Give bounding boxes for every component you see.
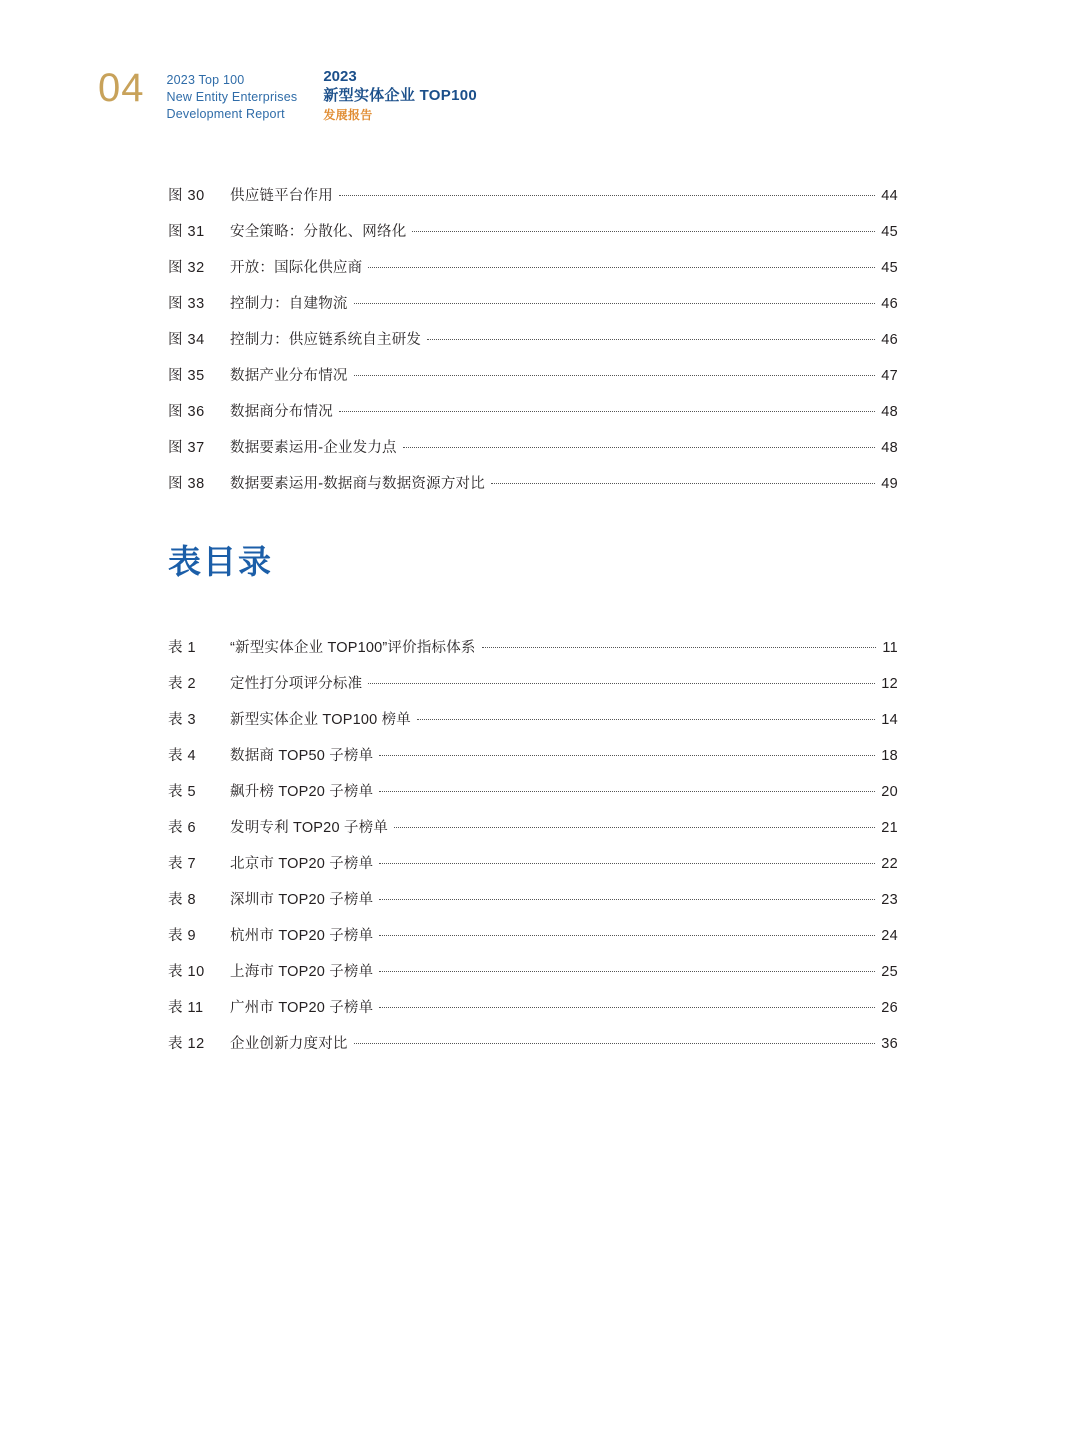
figure-toc-entry-title: 控制力：供应链系统自主研发 — [230, 332, 422, 348]
table-toc-entry-title: 定性打分项评分标准 — [230, 676, 363, 692]
table-toc-entry-page: 23 — [881, 892, 898, 908]
figure-toc-entry[interactable] — [168, 322, 898, 358]
dot-leader — [412, 231, 875, 232]
figure-toc-entry[interactable] — [168, 430, 898, 466]
figure-toc-entry-label: 图 30 — [168, 188, 205, 204]
table-toc-entry-label: 表 12 — [168, 1036, 205, 1052]
figure-toc-entry[interactable] — [168, 214, 898, 250]
header-chinese-title — [323, 62, 477, 124]
table-toc-entry-page: 22 — [881, 856, 898, 872]
figure-toc-entry-title: 数据产业分布情况 — [230, 368, 348, 384]
table-toc-entry[interactable] — [168, 738, 898, 774]
figure-toc-entry-label: 图 34 — [168, 332, 205, 348]
table-toc-entry-title: 飙升榜 TOP20 子榜单 — [230, 784, 374, 800]
table-toc-entry[interactable] — [168, 810, 898, 846]
figure-toc-entry-label: 图 31 — [168, 224, 205, 240]
table-toc-entry[interactable] — [168, 846, 898, 882]
table-toc-entry-label: 表 6 — [168, 820, 197, 836]
dot-leader — [354, 375, 876, 376]
table-toc-list — [168, 630, 898, 1062]
table-toc-entry[interactable] — [168, 1026, 898, 1062]
table-toc-entry-label: 表 7 — [168, 856, 197, 872]
header-english-line-3: Development Report — [166, 107, 285, 121]
figure-toc-entry-title: 安全策略：分散化、网络化 — [230, 224, 407, 240]
dot-leader — [379, 899, 875, 900]
figure-toc-entry[interactable] — [168, 286, 898, 322]
table-toc-entry-page: 11 — [882, 640, 898, 656]
dot-leader — [339, 195, 875, 196]
figure-toc-entry-page: 48 — [881, 404, 898, 420]
table-toc-entry[interactable] — [168, 990, 898, 1026]
dot-leader — [427, 339, 875, 340]
table-toc-entry[interactable] — [168, 918, 898, 954]
table-toc-entry-label: 表 8 — [168, 892, 197, 908]
figure-toc-entry-page: 49 — [881, 476, 898, 492]
figure-toc-entry-label: 图 35 — [168, 368, 205, 384]
table-toc-entry-page: 14 — [881, 712, 898, 728]
figure-toc-entry-title: 数据要素运用-企业发力点 — [230, 440, 397, 456]
figure-toc-entry[interactable] — [168, 358, 898, 394]
figure-toc-entry-title: 数据商分布情况 — [230, 404, 333, 420]
figure-toc-entry-page: 47 — [881, 368, 898, 384]
table-toc-entry-label: 表 9 — [168, 928, 197, 944]
table-toc-entry-label: 表 5 — [168, 784, 197, 800]
figure-toc-entry-label: 图 33 — [168, 296, 205, 312]
dot-leader — [339, 411, 875, 412]
table-toc-entry[interactable] — [168, 666, 898, 702]
table-toc-entry-title: 数据商 TOP50 子榜单 — [230, 748, 374, 764]
table-section-heading: 表目录 — [168, 543, 273, 580]
table-toc-entry-label: 表 3 — [168, 712, 197, 728]
table-toc-entry-page: 24 — [881, 928, 898, 944]
header-english-line-1: 2023 Top 100 — [166, 73, 245, 87]
dot-leader — [368, 267, 875, 268]
figure-toc-entry[interactable] — [168, 250, 898, 286]
table-toc-entry[interactable] — [168, 702, 898, 738]
table-toc-entry-title: 上海市 TOP20 子榜单 — [230, 964, 374, 980]
header-english-title — [167, 62, 298, 123]
table-toc-entry-page: 21 — [881, 820, 898, 836]
dot-leader — [403, 447, 876, 448]
table-toc-entry-page: 25 — [881, 964, 898, 980]
table-toc-entry[interactable] — [168, 882, 898, 918]
table-toc-entry-page: 36 — [881, 1036, 898, 1052]
figure-toc-entry[interactable] — [168, 466, 898, 502]
figure-toc-entry-page: 45 — [881, 224, 898, 240]
figure-toc-entry-label: 图 36 — [168, 404, 205, 420]
figure-toc-entry-page: 44 — [881, 188, 898, 204]
figure-toc-entry-page: 46 — [881, 332, 898, 348]
dot-leader — [379, 791, 875, 792]
table-toc-entry-title: 杭州市 TOP20 子榜单 — [230, 928, 374, 944]
header-report-subtitle: 发展报告 — [323, 108, 373, 122]
figure-toc-entry[interactable] — [168, 178, 898, 214]
table-toc-entry-label: 表 11 — [168, 1000, 204, 1016]
table-toc-entry-title: 深圳市 TOP20 子榜单 — [230, 892, 374, 908]
dot-leader — [379, 863, 875, 864]
figure-toc-entry-label: 图 32 — [168, 260, 205, 276]
page-number: 04 — [98, 66, 145, 110]
table-toc-entry-title: 新型实体企业 TOP100 榜单 — [230, 712, 411, 728]
table-toc-entry-title: 发明专利 TOP20 子榜单 — [230, 820, 389, 836]
figure-toc-entry-title: 开放：国际化供应商 — [230, 260, 363, 276]
table-toc-entry-label: 表 10 — [168, 964, 205, 980]
page-header — [98, 62, 477, 124]
header-year: 2023 — [323, 68, 357, 85]
header-report-name: 新型实体企业 TOP100 — [323, 87, 478, 104]
table-toc-entry-label: 表 2 — [168, 676, 197, 692]
table-toc-entry[interactable] — [168, 774, 898, 810]
dot-leader — [354, 303, 876, 304]
table-toc-entry[interactable] — [168, 954, 898, 990]
table-toc-entry-page: 20 — [881, 784, 898, 800]
dot-leader — [491, 483, 875, 484]
figure-toc-entry-title: 供应链平台作用 — [230, 188, 333, 204]
dot-leader — [394, 827, 875, 828]
figure-toc-entry-title: 数据要素运用-数据商与数据资源方对比 — [230, 476, 485, 492]
table-toc-entry-title: 广州市 TOP20 子榜单 — [230, 1000, 374, 1016]
dot-leader — [379, 1007, 875, 1008]
figure-toc-entry-label: 图 38 — [168, 476, 205, 492]
figure-toc-entry-title: 控制力：自建物流 — [230, 296, 348, 312]
table-toc-entry-page: 18 — [881, 748, 898, 764]
dot-leader — [379, 971, 875, 972]
header-english-line-2: New Entity Enterprises — [166, 90, 298, 104]
table-toc-entry-title: 北京市 TOP20 子榜单 — [230, 856, 374, 872]
dot-leader — [354, 1043, 876, 1044]
figure-toc-entry[interactable] — [168, 394, 898, 430]
figure-toc-entry-page: 48 — [881, 440, 898, 456]
table-toc-entry-page: 12 — [881, 676, 898, 692]
dot-leader — [482, 647, 877, 648]
dot-leader — [379, 755, 875, 756]
dot-leader — [417, 719, 875, 720]
table-toc-entry-label: 表 4 — [168, 748, 197, 764]
table-toc-entry-page: 26 — [881, 1000, 898, 1016]
figure-toc-entry-page: 45 — [881, 260, 898, 276]
dot-leader — [379, 935, 875, 936]
table-toc-entry-title: “新型实体企业 TOP100”评价指标体系 — [230, 640, 476, 656]
table-toc-entry[interactable] — [168, 630, 898, 666]
table-toc-entry-label: 表 1 — [168, 640, 197, 656]
figure-toc-list — [168, 178, 898, 502]
table-toc-entry-title: 企业创新力度对比 — [230, 1036, 348, 1052]
figure-toc-entry-label: 图 37 — [168, 440, 205, 456]
dot-leader — [368, 683, 875, 684]
figure-toc-entry-page: 46 — [881, 296, 898, 312]
